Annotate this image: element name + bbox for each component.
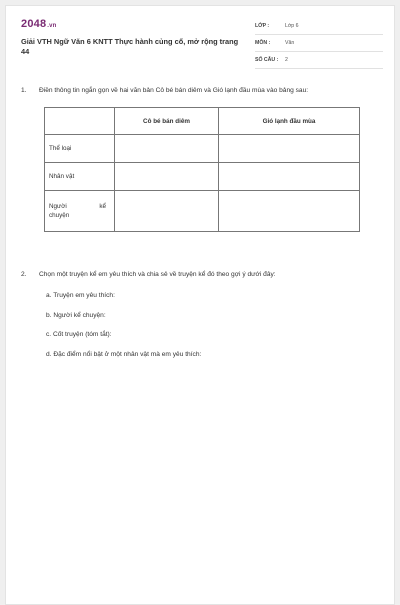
class-value: Lớp 6	[285, 23, 299, 29]
table-cell[interactable]	[219, 163, 360, 191]
row-label-character: Nhân vật	[45, 163, 115, 191]
row-label-genre: Thể loại	[45, 135, 115, 163]
table-row	[45, 191, 360, 232]
meta-info	[255, 18, 383, 69]
question-2-number: 2.	[21, 271, 27, 278]
logo-text: 2048	[21, 18, 47, 30]
worksheet-page	[5, 5, 395, 605]
table-cell[interactable]	[219, 191, 360, 232]
question-2-item-a: a. Truyện em yêu thích:	[46, 292, 115, 299]
table-header-story-2: Gió lạnh đầu mùa	[219, 108, 360, 135]
question-count-label: SỐ CÂU :	[255, 57, 279, 63]
brand-logo[interactable]	[21, 18, 57, 30]
row-label-narrator-line1: Người kể	[49, 203, 106, 210]
subject-label: MÔN :	[255, 40, 271, 46]
question-2-item-c: c. Cốt truyện (tóm tắt):	[46, 331, 112, 338]
question-count-value: 2	[285, 57, 288, 63]
table-header-row	[45, 108, 360, 135]
meta-class-row	[255, 18, 383, 35]
question-2-item-b: b. Người kể chuyện:	[46, 312, 106, 319]
table-row	[45, 135, 360, 163]
table-row	[45, 163, 360, 191]
meta-subject-row	[255, 35, 383, 52]
class-label: LỚP :	[255, 23, 270, 29]
question-2-text: Chọn một truyện kể em yêu thích và chia sẻ về truyện kể đó theo gợi ý dưới đây:	[39, 271, 276, 278]
subject-value: Văn	[285, 40, 295, 46]
row-label-narrator	[45, 191, 115, 232]
row-label-narrator-line2: chuyện	[49, 212, 70, 219]
document-title: Giải VTH Ngữ Văn 6 KNTT Thực hành củng cố, mở rộng trang 44	[21, 37, 239, 56]
meta-count-row	[255, 52, 383, 69]
question-1-number: 1.	[21, 87, 27, 94]
question-1-text: Điền thông tin ngắn gọn về hai văn bản Cô bé bán diêm và Gió lạnh đầu mùa vào bảng sau:	[39, 87, 309, 94]
table-cell[interactable]	[115, 163, 219, 191]
table-cell[interactable]	[115, 191, 219, 232]
comparison-table	[44, 107, 360, 232]
table-header-empty	[45, 108, 115, 135]
logo-suffix: .vn	[47, 23, 57, 29]
table-cell[interactable]	[219, 135, 360, 163]
question-2-item-d: d. Đặc điểm nổi bật ở một nhân vật mà em yêu thích:	[46, 351, 202, 358]
table-header-story-1: Cô bé bán diêm	[115, 108, 219, 135]
table-cell[interactable]	[115, 135, 219, 163]
